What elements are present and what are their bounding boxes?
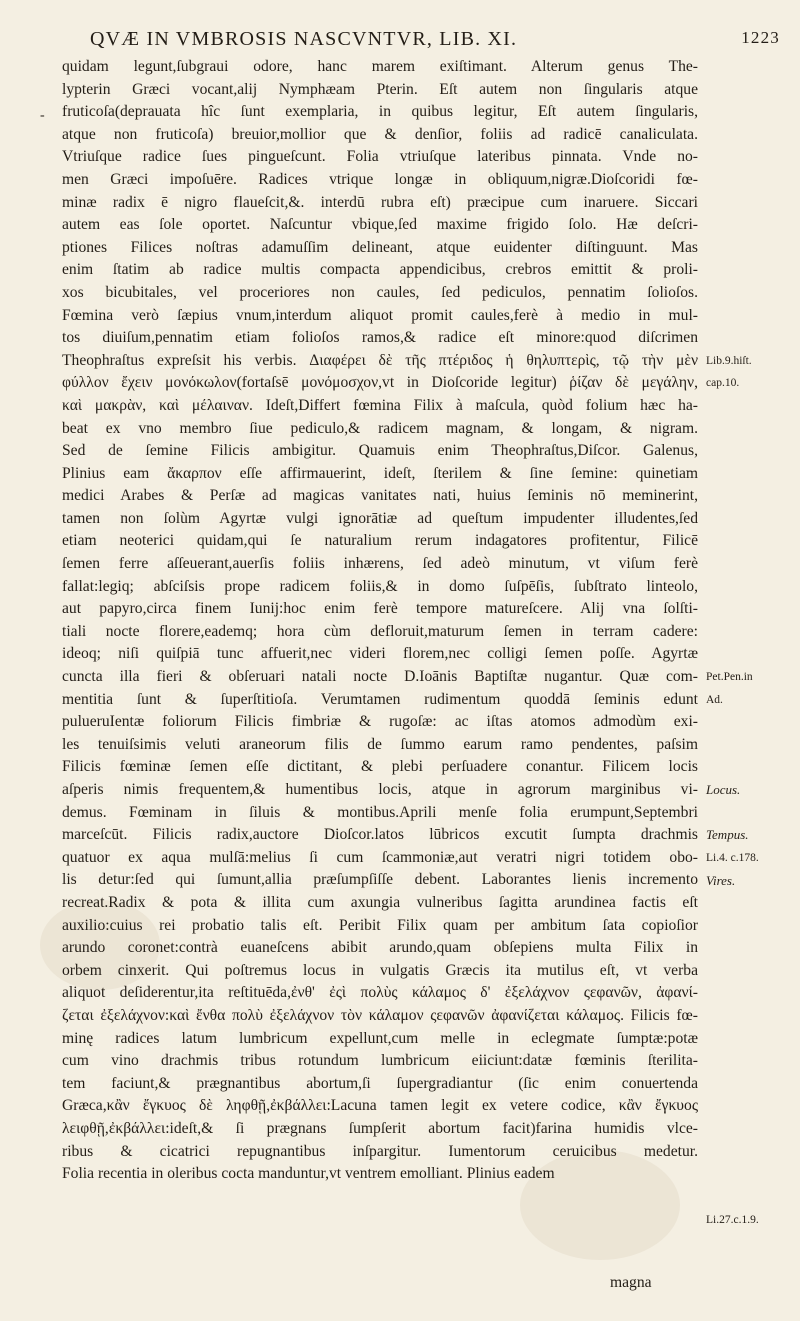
text-line: Vtriuſque radice ſues pingueſcunt. Folia vtriuſque lateribus pinnata. Vnde no- xyxy=(62,148,698,166)
text-line: tamen non ſolùm Agyrtæ vulgi ignorātiæ ad queſtum impudenter illudentes,ſed xyxy=(62,509,698,527)
text-line: etiam neoterici quidam,qui ſe naturalium rerum indagatores profitentur, Filicē xyxy=(62,532,698,550)
text-line: Fœmina verò ſæpius vnum,interdum aliquot promit caules,ferè à medio in mul- xyxy=(62,306,698,324)
text-line: aſperis nimis frequentem,& humentibus locis, atque in agrorum marginibus vi- xyxy=(62,781,698,798)
text-line: ideoq; niſi quiſpiā tunc affuerit,nec videri florem,nec colligi ſemen poſſe. Agyrtæ xyxy=(62,645,698,663)
text-line: fallat:legiq; abſciſsis prope radicem foliis,& in domo ſuſpēſis, ſubſtrato linteolo, xyxy=(62,577,698,595)
text-line: ribus & cicatrici repugnantibus inſpargitur. Iumentorum ceruicibus medetur. xyxy=(62,1142,698,1160)
text-line: beat ex vno membro ſiue pediculo,& radicem magnam, & longam, & nigram. xyxy=(62,419,698,437)
text-line: Sed de ſemine Filicis ambigitur. Quamuis enim Theophraſtus,Diſcor. Galenus, xyxy=(62,442,698,460)
margin-note: Pet.Pen.in xyxy=(706,671,753,684)
text-line: καὶ μακρὰν, καὶ μέλαιναν. Ideſt,Differt fœmina Filix à maſcula, quòd folium hæc ha- xyxy=(62,396,698,414)
text-line: Filicis fœminæ ſemen eſſe dictitant, & plebi perſuadere conantur. Filicem locis xyxy=(62,758,698,776)
text-line: minæ radix ē nigro flaueſcit,&. interdū rubra eſt) præcipue cum inaruere. Siccari xyxy=(62,193,698,211)
text-line: quidam legunt,ſubgraui odore, hanc marem exiſtimant. Alterum genus The- xyxy=(62,58,698,75)
text-line: aliquot deſiderentur,ita reſtituēda,ἐνθ' ἐςὶ πολὺς κάλαμος δ' ἐξελάχνον ςεφανῶν, ἀφανί- xyxy=(62,984,698,1002)
margin-note: Lib.9.hiſt. xyxy=(706,354,752,367)
text-line: Plinius eam ἄκαρπον eſſe affirmauerint, ideſt, ſterilem & ſine ſemine: quinetiam xyxy=(62,464,698,482)
text-line: ſemen ferre aſſeuerant,auerſis foliis inhærens, ſed adeò minutum, vt viſum ferè xyxy=(62,555,698,573)
margin-note: Li.4. c.178. xyxy=(706,852,759,864)
catchword: magna xyxy=(610,1274,652,1291)
main-text-block xyxy=(62,56,698,1186)
text-line: mentitia ſunt & ſuperſtitioſa. Verumtamen rudimentum quoddā ſeminis edunt xyxy=(62,690,698,708)
text-line: demus. Fœminam in ſiluis & montibus.Aprili menſe folia erumpunt,Septembri xyxy=(62,803,698,821)
text-line: les tenuiſsimis veluti araneorum filis de ſummo earum ramo pendentes, paſsim xyxy=(62,735,698,753)
text-line: xos bicubitales, vel proceriores non caules, ſed pediculos, pennatim ſolioſos. xyxy=(62,283,698,301)
text-line: ζεται ἐξελάχνον:καὶ ἔνθα πολὺ ἐξελάχνον τὸν κάλαμον ςεφανῶν ἀφανίζεται κάλαμος. Filicis fœ- xyxy=(62,1006,698,1024)
text-line: cum vino drachmis tribus rotundum lumbricum eiiciunt:datæ fœminis ſterilita- xyxy=(62,1052,698,1070)
text-line: orbem cinxerit. Qui poſtremus locus in vulgatis Græcis ita mutilus eſt, vt verba xyxy=(62,961,698,979)
text-line: ptiones Filices noſtras adamuſſim delineant, atque euidenter diſtinguunt. Mas xyxy=(62,238,698,256)
margin-note: Vires. xyxy=(706,872,736,888)
text-line: minę radices latum lumbricum expellunt,cum melle in eclegmate ſumptæ:potæ xyxy=(62,1029,698,1047)
running-title: QVÆ IN VMBROSIS NASCVNTVR, LIB. XI. xyxy=(90,28,518,50)
text-line: marceſcūt. Filicis radix,auctore Dioſcor.latos lūbricos excutit ſumpta drachmis xyxy=(62,826,698,844)
margin-note: Locus. xyxy=(706,782,741,798)
margin-note: Li.27.c.1.9. xyxy=(706,1213,759,1226)
left-margin-mark: - xyxy=(40,108,45,123)
text-line: φύλλον ἔχειν μονόκωλον(fortaſsē μονόμοσχον,vt in Dioſcoride legitur) ῥίζαν δὲ μεγάλην, xyxy=(62,374,698,392)
text-line: recreat.Radix & pota & illita cum axungia vulneribus ſagitta arundinea factis eſt xyxy=(62,893,698,911)
margin-note: Ad. xyxy=(706,693,723,706)
running-header xyxy=(90,28,780,51)
text-line: enim ſtatim ab radice multis compacta appendicibus, crebros emittit & proli- xyxy=(62,261,698,279)
page-number: 1223 xyxy=(741,28,780,47)
text-line: tos diuiſum,pennatim etiam folioſos ramos,& radice eſt minore:quod diſcrimen xyxy=(62,329,698,347)
text-line: fruticoſa(deprauata hîc ſunt exemplaria, in quibus legitur, Eſt autem ſingularis, xyxy=(62,103,698,121)
text-line: pulueruIentæ foliorum Filicis fimbriæ & rugoſæ: ac iſtas atomos admodùm exi- xyxy=(62,713,698,731)
text-line: cuncta illa fieri & obſeruari natali nocte D.Ioānis Baptiſtæ nugantur. Quæ com- xyxy=(62,668,698,686)
text-line: Græca,κἂν ἔγκυος δὲ ληφθῇ,ἐκβάλλει:Lacuna tamen legit ex vetere codice, κἂν ἔγκυος xyxy=(62,1097,698,1115)
text-line: Folia recentia in oleribus cocta manduntur,vt ventrem emolliant. Plinius eadem xyxy=(62,1165,555,1183)
text-line: tiali nocte florere,eademq; hora cùm defloruit,maturum ſemen in terram cadere: xyxy=(62,622,698,640)
text-line: lis detur:ſed qui ſumunt,allia præſumpſiſſe debent. Laborantes lienis incremento xyxy=(62,871,698,889)
text-line: tem faciunt,& prægnantibus abortum,ſi ſupergradiantur (ſic enim conuertenda xyxy=(62,1074,698,1092)
margin-note: Tempus. xyxy=(706,827,749,843)
text-line: lypterin Græci vocant,alij Nymphæam Pterin. Eſt autem non ſingularis atque xyxy=(62,80,698,98)
margin-note: cap.10. xyxy=(706,377,740,390)
text-line: aut papyro,circa finem Iunij:hoc enim ferè tempore matureſcere. Alij vna ſolſti- xyxy=(62,600,698,618)
text-line: λειφθῇ,ἐκβάλλει:ideſt,& ſi prægnans ſumpſerit abortum facit)farina humidis vlce- xyxy=(62,1119,698,1137)
text-line: arundo coronet:contrà euaneſcens abibit arundo,quam obſepiens multa Filix in xyxy=(62,939,698,957)
text-line: medici Arabes & Perſæ ad magicas vanitates nati, huius ſeminis nō meminerint, xyxy=(62,487,698,505)
text-line: atque non fruticoſa) breuior,mollior que & denſior, foliis ad radicē canaliculata. xyxy=(62,125,698,143)
text-line: men Græci impoſuēre. Radices vtrique longæ in obliquum,nigræ.Dioſcoridi fœ- xyxy=(62,170,698,188)
text-line: quatuor ex aqua mulſā:melius ſi cum ſcammoniæ,aut veratri nigri totidem obo- xyxy=(62,848,698,866)
text-line: auxilio:cuius rei probatio talis eſt. Peribit Filix quam per ambitum ſata copioſior xyxy=(62,916,698,934)
text-line: autem eas ſole oportet. Naſcuntur vbique,ſed maxime frigido ſolo. Hæ deſcri- xyxy=(62,216,698,234)
text-line: Theophraſtus expreſsit his verbis. Διαφέρει δὲ τῆς πτέριδος ἡ θηλυπτερὶς, τῷ τὴν μὲν xyxy=(62,351,698,369)
